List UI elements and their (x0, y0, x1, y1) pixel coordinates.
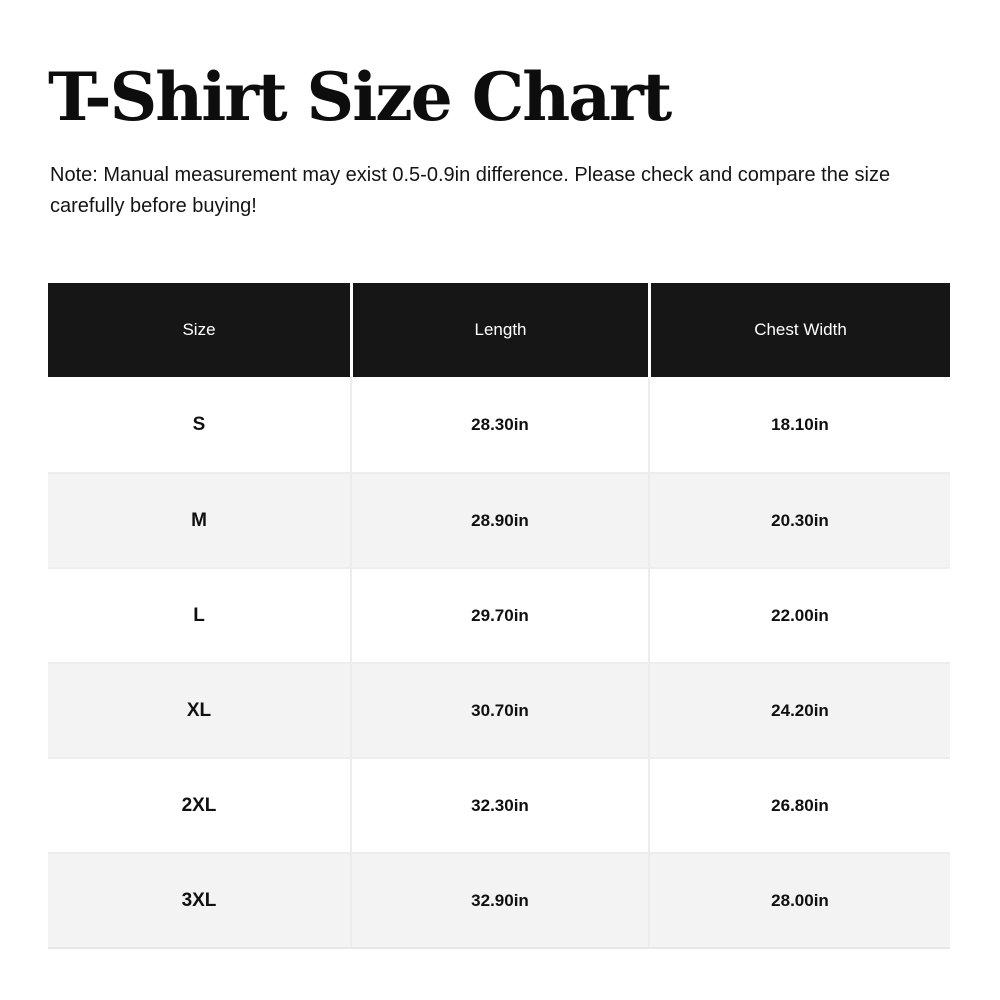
chest-width-value: 20.30in (648, 474, 950, 567)
length-value: 32.30in (350, 759, 648, 852)
table-row-m (48, 472, 950, 567)
chest-width-value: 22.00in (648, 569, 950, 662)
table-row-xl (48, 662, 950, 757)
size-value: 2XL (181, 794, 217, 816)
column-header-chest-width: Chest Width (648, 283, 950, 377)
column-header-length: Length (350, 283, 648, 377)
column-header-size: Size (48, 283, 350, 377)
size-value: S (192, 413, 206, 435)
chest-width-value: 18.10in (648, 377, 950, 472)
size-value: M (191, 509, 207, 531)
table-row-s (48, 377, 950, 472)
size-value: 3XL (181, 889, 217, 911)
length-value: 28.30in (350, 377, 648, 472)
table-row-2xl (48, 757, 950, 852)
table-header-row (48, 283, 950, 377)
length-value: 32.90in (350, 854, 648, 947)
chest-width-value: 28.00in (648, 854, 950, 947)
size-table (48, 283, 950, 949)
size-value: L (193, 604, 205, 626)
chest-width-value: 26.80in (648, 759, 950, 852)
measurement-note: Note: Manual measurement may exist 0.5-0.9in difference. Please check and compare the size carefully before buying! (50, 164, 891, 217)
size-value: XL (186, 699, 212, 721)
page-title: T-Shirt Size Chart (48, 58, 671, 136)
table-row-3xl (48, 852, 950, 947)
chest-width-value: 24.20in (648, 664, 950, 757)
length-value: 30.70in (350, 664, 648, 757)
length-value: 29.70in (350, 569, 648, 662)
table-row-l (48, 567, 950, 662)
length-value: 28.90in (350, 474, 648, 567)
